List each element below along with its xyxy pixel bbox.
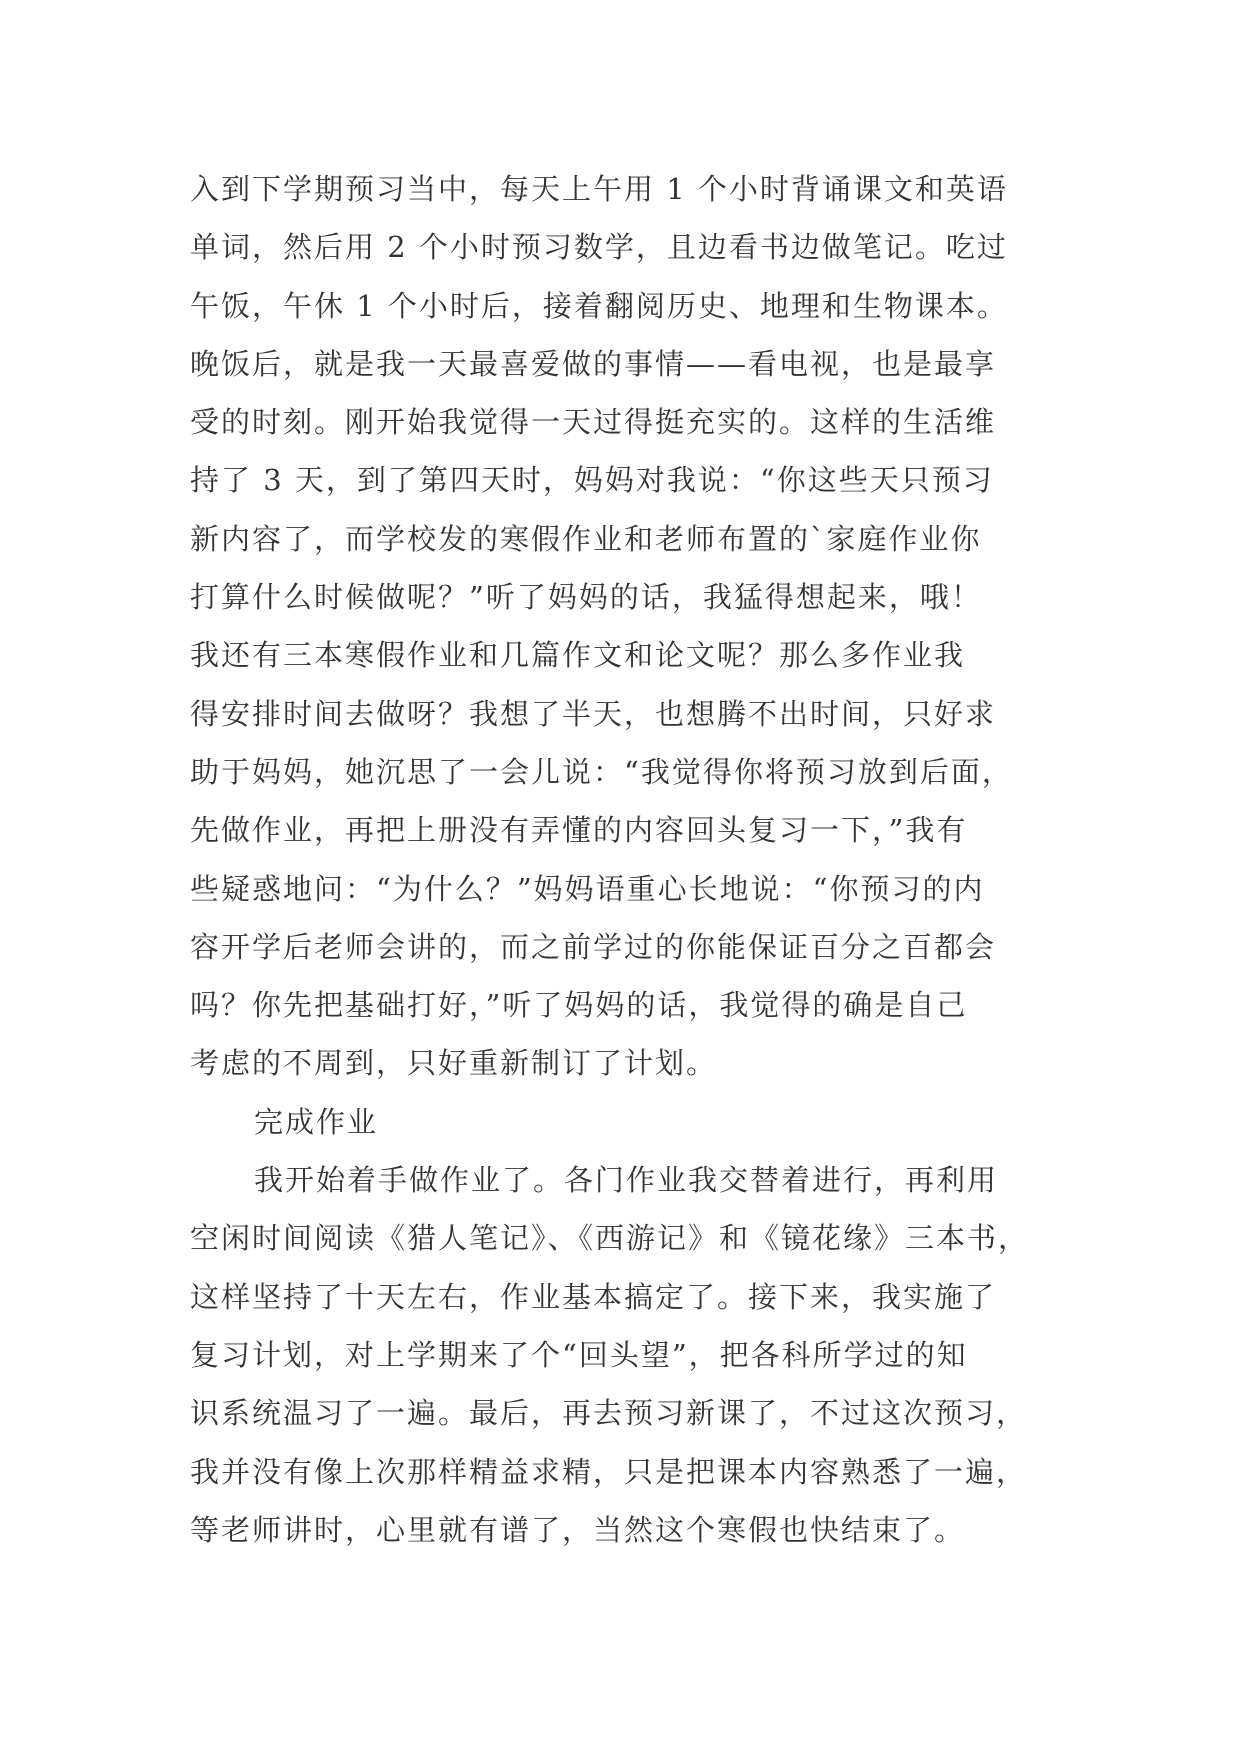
text-line: 等老师讲时，心里就有谱了，当然这个寒假也快结束了。 [190,1512,966,1547]
text-line: 我还有三本寒假作业和几篇作文和论文呢？那么多作业我 [190,638,966,673]
text-line: 空闲时间阅读《猎人笔记》、《西游记》和《镜花缘》三本书， [190,1221,1030,1256]
text-line: 我开始着手做作业了。各门作业我交替着进行，再利用 [254,1163,999,1198]
text-line: 这样坚持了十天左右，作业基本搞定了。接下来，我实施了 [190,1279,997,1314]
text-line: 单词，然后用 2 个小时预习数学，且边看书边做笔记。吃过 [190,230,1008,265]
text-line: 考虑的不周到，只好重新制订了计划。 [190,1046,718,1081]
text-line: 受的时刻。刚开始我觉得一天过得挺充实的。这样的生活维 [190,405,997,440]
text-line: 晚饭后，就是我一天最喜爱做的事情——看电视，也是最享 [190,346,997,381]
text-line: 午饭，午休 1 个小时后，接着翻阅历史、地理和生物课本。 [190,288,1008,323]
text-line: 吗？你先把基础打好，”听了妈妈的话，我觉得的确是自己 [190,988,968,1023]
text-line: 复习计划，对上学期来了个“回头望”，把各科所学过的知 [190,1337,968,1372]
text-line: 识系统温习了一遍。最后，再去预习新课了，不过这次预习， [190,1396,1028,1431]
text-line: 先做作业，再把上册没有弄懂的内容回头复习一下，”我有 [190,813,968,848]
text-line: 得安排时间去做呀？我想了半天，也想腾不出时间，只好求 [190,696,997,731]
text-line: 些疑惑地问：“为什么？”妈妈语重心长地说：“你预习的内 [190,871,985,906]
text-line: 入到下学期预习当中，每天上午用 1 个小时背诵课文和英语 [190,172,1008,206]
text-line: 新内容了，而学校发的寒假作业和老师布置的`家庭作业你 [190,521,982,556]
text-line: 助于妈妈，她沉思了一会儿说：“我觉得你将预习放到后面， [190,754,1013,789]
text-line: 打算什么时候做呢？”听了妈妈的话，我猛得想起来，哦！ [190,580,982,615]
document-body [190,160,1070,1559]
text-line: 持了 3 天，到了第四天时，妈妈对我说：“你这些天只预习 [190,463,994,498]
text-line: 容开学后老师会讲的，而之前学过的你能保证百分之百都会 [190,929,997,964]
section-heading: 完成作业 [254,1104,379,1139]
text-line: 我并没有像上次那样精益求精，只是把课本内容熟悉了一遍， [190,1454,1028,1489]
